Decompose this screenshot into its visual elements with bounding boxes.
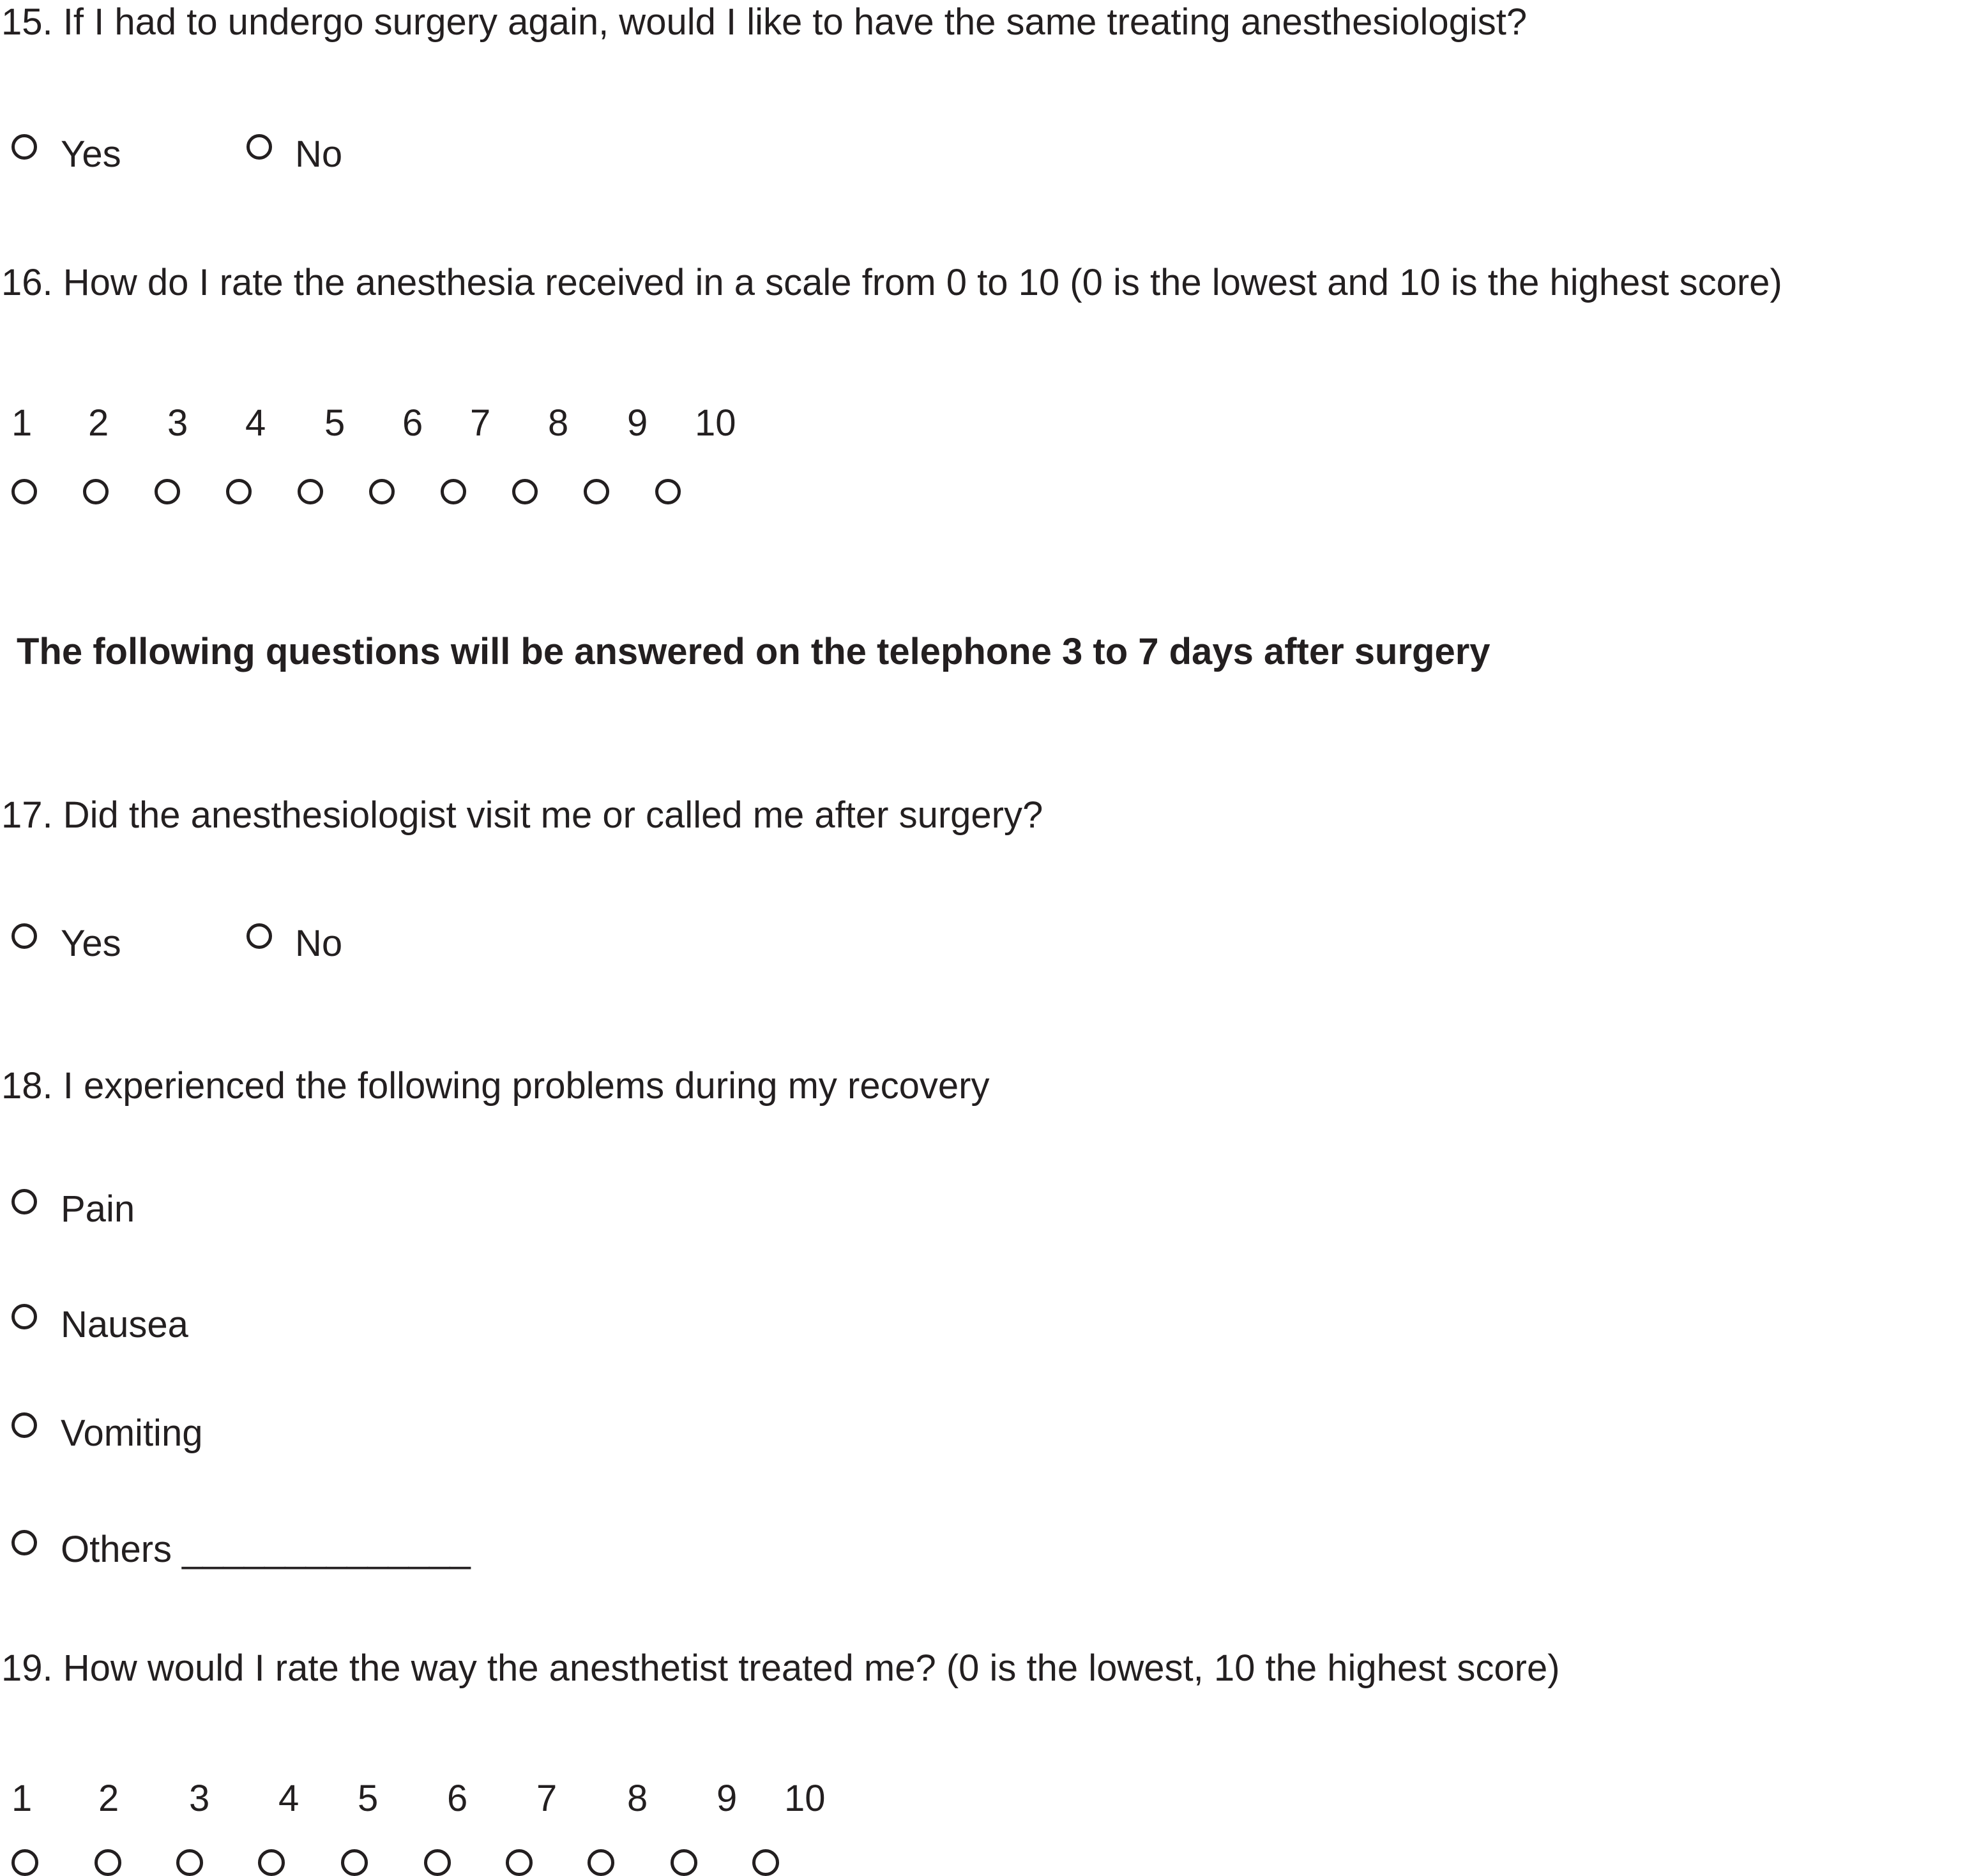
q16-radio-2[interactable] — [83, 479, 109, 504]
q16-radio-6[interactable] — [369, 479, 395, 504]
q18-pain-radio[interactable] — [11, 1189, 37, 1214]
q16-radio-7[interactable] — [441, 479, 466, 504]
q16-scale-label: 9 — [627, 402, 648, 444]
q19-scale-label: 5 — [358, 1778, 379, 1819]
q16-scale-label: 4 — [245, 402, 266, 444]
section-note-heading: The following questions will be answered on the telephone 3 to 7 days after surgery — [17, 631, 1490, 672]
q15-no-radio[interactable] — [247, 134, 272, 160]
q19-radio-5[interactable] — [341, 1849, 368, 1876]
q19-radio-3[interactable] — [176, 1849, 203, 1876]
q19-radio-9[interactable] — [671, 1849, 697, 1876]
q17-no-label: No — [295, 923, 343, 964]
q16-scale-label: 7 — [470, 402, 491, 444]
q16-scale-label: 2 — [88, 402, 109, 444]
q19-scale-label: 8 — [627, 1778, 648, 1819]
q19-scale-label: 2 — [98, 1778, 119, 1819]
q18-others-label: Others ______________ — [61, 1529, 471, 1570]
q16-radio-10[interactable] — [655, 479, 681, 504]
q19-scale-label: 3 — [189, 1778, 210, 1819]
q15-no-label: No — [295, 133, 343, 175]
question-16-text: 16. How do I rate the anesthesia received in a scale from 0 to 10 (0 is the lowest and 10 is the highest score) — [1, 262, 1782, 303]
q16-scale-label: 1 — [11, 402, 33, 444]
q19-radio-8[interactable] — [588, 1849, 614, 1876]
q19-radio-10[interactable] — [752, 1849, 779, 1876]
q19-radio-4[interactable] — [258, 1849, 285, 1876]
q18-pain-label: Pain — [61, 1188, 135, 1230]
question-17-text: 17. Did the anesthesiologist visit me or called me after surgery? — [1, 794, 1043, 836]
q15-yes-label: Yes — [61, 133, 121, 175]
q19-radio-7[interactable] — [506, 1849, 533, 1876]
q17-no-radio[interactable] — [247, 923, 272, 949]
q16-radio-5[interactable] — [298, 479, 323, 504]
q18-nausea-radio[interactable] — [11, 1304, 37, 1329]
q19-scale-label: 10 — [784, 1778, 826, 1819]
q19-scale-label: 9 — [717, 1778, 738, 1819]
q18-vomiting-radio[interactable] — [11, 1412, 37, 1438]
q18-nausea-label: Nausea — [61, 1304, 188, 1345]
q18-others-radio[interactable] — [11, 1530, 37, 1555]
q19-scale-label: 6 — [447, 1778, 468, 1819]
q16-radio-8[interactable] — [512, 479, 538, 504]
q16-radio-9[interactable] — [584, 479, 609, 504]
q16-scale-label: 3 — [167, 402, 188, 444]
q16-scale-label: 6 — [402, 402, 423, 444]
q18-vomiting-label: Vomiting — [61, 1412, 203, 1454]
q19-radio-6[interactable] — [424, 1849, 451, 1876]
q17-yes-label: Yes — [61, 923, 121, 964]
q19-radio-2[interactable] — [95, 1849, 121, 1876]
q19-scale-label: 1 — [11, 1778, 33, 1819]
q16-radio-1[interactable] — [11, 479, 37, 504]
q19-radio-1[interactable] — [11, 1849, 38, 1876]
q16-radio-3[interactable] — [155, 479, 180, 504]
question-19-text: 19. How would I rate the way the anesthetist treated me? (0 is the lowest, 10 the highest score) — [1, 1647, 1560, 1689]
q19-scale-label: 7 — [536, 1778, 557, 1819]
question-15-text: 15. If I had to undergo surgery again, would I like to have the same treating anesthesiologist? — [1, 1, 1528, 43]
question-18-text: 18. I experienced the following problems during my recovery — [1, 1065, 990, 1107]
q16-scale-label: 8 — [548, 402, 569, 444]
q16-scale-label: 10 — [695, 402, 736, 444]
q16-radio-4[interactable] — [226, 479, 252, 504]
q15-yes-radio[interactable] — [11, 134, 37, 160]
q16-scale-label: 5 — [324, 402, 345, 444]
q17-yes-radio[interactable] — [11, 923, 37, 949]
q19-scale-label: 4 — [278, 1778, 300, 1819]
